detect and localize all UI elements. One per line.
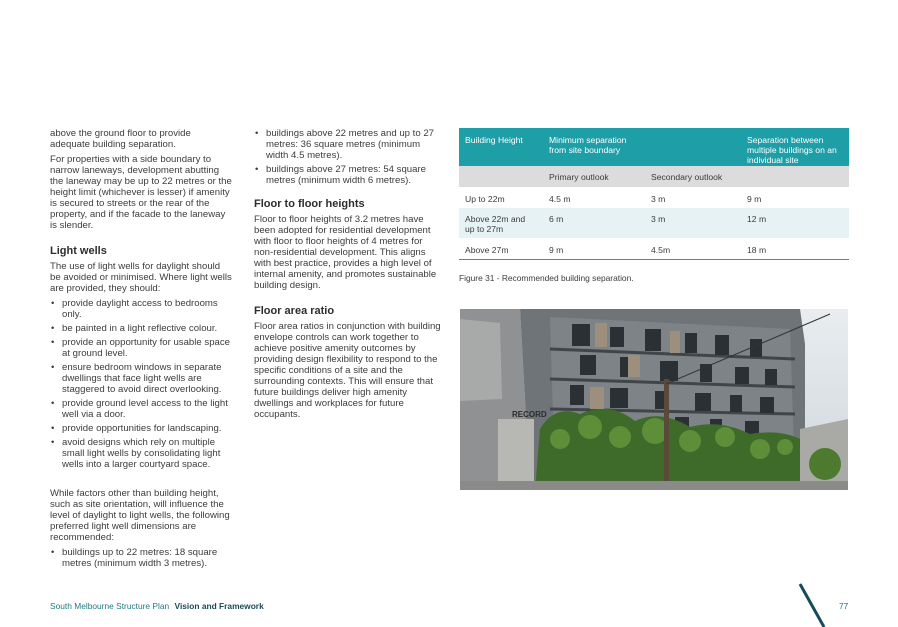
table-cell: 3 m — [651, 194, 666, 204]
list-item: • ensure bedroom windows in separate dwellings that face light wells are staggered to avoid direct overlooking. — [50, 362, 232, 395]
table-subheader-cell: Primary outlook — [543, 166, 645, 187]
bullet-list — [50, 547, 232, 569]
table-header-cell: Building Height — [459, 128, 543, 166]
table-subheader-cell — [741, 166, 849, 187]
section-heading-light-wells: Light wells — [50, 245, 107, 257]
list-item: • provide daylight access to bedrooms only. — [50, 298, 232, 320]
bullet-list — [50, 298, 232, 470]
list-item: • buildings above 27 metres: 54 square metres (minimum width 6 metres). — [254, 164, 442, 186]
paragraph: above the ground floor to provide adequate building separation. — [50, 128, 191, 150]
text-column-1 — [50, 128, 232, 572]
table-row — [459, 238, 849, 260]
section-heading-floor-area-ratio: Floor area ratio — [254, 305, 335, 317]
table-column — [459, 128, 849, 283]
table-cell: Up to 22m — [465, 194, 505, 204]
table-cell: 3 m — [645, 208, 741, 238]
building-separation-table — [459, 128, 849, 260]
section-heading-floor-heights: Floor to floor heights — [254, 198, 365, 210]
paragraph: The use of light wells for daylight should be avoided or minimised. Where light wells are provided, they should: — [50, 261, 232, 294]
table-cell: 18 m — [741, 238, 849, 260]
list-item: • be painted in a light reflective colour. — [50, 323, 232, 334]
table-cell: 9 m — [747, 194, 762, 204]
table-subheader-row — [459, 166, 849, 187]
list-item: • provide ground level access to the light well via a door. — [50, 398, 232, 420]
table-subheader-cell — [459, 166, 543, 187]
table-header-cell: Minimum separation from site boundary — [543, 128, 645, 166]
bullet-list — [254, 128, 442, 186]
table-row — [459, 187, 849, 208]
table-cell: 6 m — [543, 208, 645, 238]
footer-section: Vision and Framework — [174, 601, 264, 611]
table-subheader-cell: Secondary outlook — [645, 166, 741, 187]
table-cell: 9 m — [543, 238, 645, 260]
table-cell: 4.5 m — [549, 194, 571, 204]
list-item: • buildings up to 22 metres: 18 square metres (minimum width 3 metres). — [50, 547, 232, 569]
table-header-cell — [645, 128, 741, 166]
paragraph: While factors other than building height, such as site orientation, will influence the level of daylight to light wells, the following preferred light well dimensions are recommended: — [50, 488, 230, 543]
paragraph: For properties with a side boundary to narrow laneways, development abutting the laneway may be up to 22 metres or the height limit (whichever is lesser) if amenity is secured to streets or the rear of the property, and if the facade to the laneway is slender. — [50, 154, 232, 231]
table-cell: Above 27m — [459, 238, 543, 260]
table-cell: 4.5m — [645, 238, 741, 260]
table-cell: 12 m — [741, 208, 849, 238]
sign-text: RECORD — [512, 410, 547, 419]
building-illustration — [460, 309, 848, 490]
footer-title: South Melbourne Structure Plan — [50, 601, 170, 611]
accent-stroke — [796, 582, 828, 627]
list-item: • buildings above 22 metres and up to 27 metres: 36 square metres (minimum width 4.5 metres). — [254, 128, 442, 161]
page-number: 77 — [839, 601, 849, 611]
list-item: • provide opportunities for landscaping. — [50, 423, 232, 434]
list-item: • avoid designs which rely on multiple small light wells by consolidating light wells into a larger courtyard space. — [50, 437, 232, 470]
table-cell: Above 22m and up to 27m — [459, 208, 543, 238]
building-photo — [460, 309, 848, 490]
text-column-2 — [254, 128, 442, 424]
table-row — [459, 208, 849, 238]
paragraph: Floor to floor heights of 3.2 metres have been adopted for residential development with floor to floor heights of 4 metres for non-residential development. This aligns with best practice, provides a high level of internal amenity, and promotes sustainable building design. — [254, 214, 437, 291]
table-header-cell: Separation between multiple buildings on an individual site — [741, 128, 849, 166]
figure-caption: Figure 31 - Recommended building separation. — [459, 273, 634, 283]
page-footer — [50, 601, 264, 611]
paragraph: Floor area ratios in conjunction with building envelope controls can work together to achieve positive amenity outcomes by providing design flexibility to respond to the specific conditions of a site and the surrounding contexts. This will ensure that future buildings deliver high amenity dwellings and workplaces for future occupants. — [254, 321, 441, 420]
table-header-row — [459, 128, 849, 166]
list-item: • provide an opportunity for usable space at ground level. — [50, 337, 232, 359]
